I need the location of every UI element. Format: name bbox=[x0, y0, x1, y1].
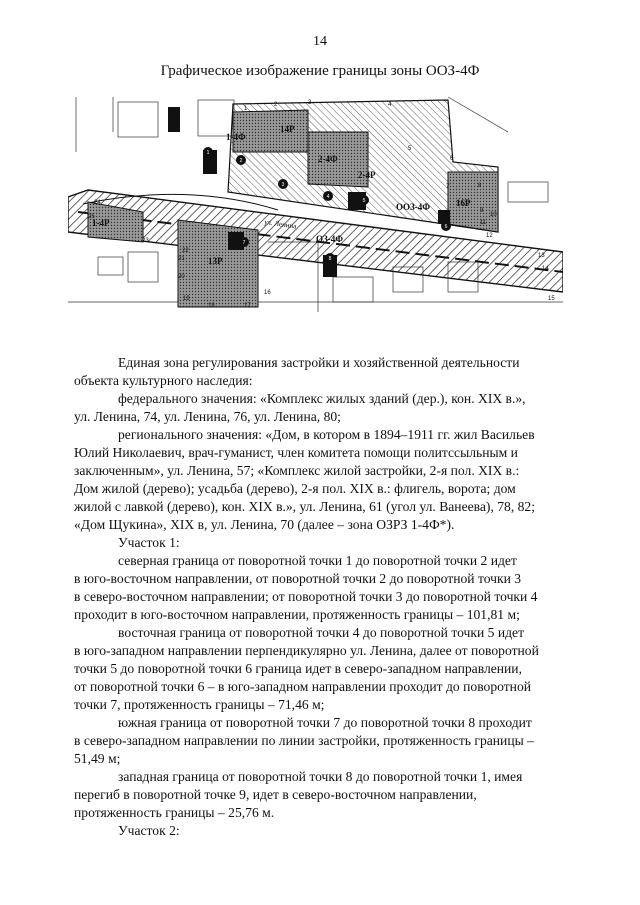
map-point-label: 6 bbox=[450, 156, 454, 162]
paragraph-intro: Единая зона регулирования застройки и хозяйственной деятельности bbox=[118, 355, 520, 370]
paragraph-east-cont: точки 7, протяженность границы – 71,46 м; bbox=[74, 697, 325, 712]
map-point-label: 22 bbox=[182, 248, 189, 254]
map-zone-label: 16Р bbox=[456, 198, 471, 208]
zone-boundary-map bbox=[68, 92, 563, 317]
map-point-label: 17 bbox=[244, 303, 251, 309]
paragraph-east-cont: точки 5 до поворотной точки 6 граница идет в северо-западном направлении, bbox=[74, 661, 522, 676]
paragraph-west-cont: перегиб в поворотной точке 9, идет в северо-восточном направлении, bbox=[74, 787, 477, 802]
map-zone-label: 2-4Ф bbox=[318, 154, 338, 164]
map-point-label: 18 bbox=[208, 303, 215, 309]
map-zone-label: ООЗ-4Ф bbox=[396, 202, 430, 212]
map-point-label: 10 bbox=[490, 212, 497, 218]
map-point-label: 13 bbox=[538, 253, 545, 259]
paragraph-east-cont: в юго-западном направлении перпендикулярно ул. Ленина, далее от поворотной bbox=[74, 643, 539, 658]
map-feature-marker: 7 bbox=[242, 240, 246, 246]
map-point-label: 15 bbox=[548, 296, 555, 302]
map-point-label: 23 bbox=[142, 238, 149, 244]
page-number: 14 bbox=[313, 34, 327, 49]
map-point-label: 1 bbox=[244, 106, 248, 112]
map-feature-marker: 4 bbox=[326, 194, 330, 200]
paragraph-regional-cont: заключенным», ул. Ленина, 57; «Комплекс жилой застройки, 2-я пол. XIX в.: bbox=[74, 463, 520, 478]
map-zone-label: 14Р bbox=[280, 124, 295, 134]
map-point-label: 11 bbox=[480, 220, 487, 226]
paragraph-north-boundary: северная граница от поворотной точки 1 до поворотной точки 2 идет bbox=[118, 553, 517, 568]
map-point-label: 7 bbox=[446, 184, 450, 190]
map-point-label: 5 bbox=[408, 146, 412, 152]
map-point-label: 2 bbox=[274, 102, 278, 108]
map-feature-marker: 1 bbox=[206, 150, 210, 156]
map-point-label: 4 bbox=[388, 102, 392, 108]
map-zone-label: 1-4Ф bbox=[226, 132, 246, 142]
map-zone-label: ОЗ-4Ф bbox=[316, 234, 343, 244]
map-point-label: 16 bbox=[264, 290, 271, 296]
section-heading-2: Участок 2: bbox=[118, 823, 180, 838]
paragraph-west-boundary: западная граница от поворотной точки 8 до поворотной точки 1, имея bbox=[118, 769, 523, 784]
paragraph-regional-cont: Юлий Николаевич, врач-гуманист, член комитета помощи политссыльным и bbox=[74, 445, 518, 460]
paragraph-federal-cont: ул. Ленина, 74, ул. Ленина, 76, ул. Ленина, 80; bbox=[74, 409, 341, 424]
paragraph-north-cont: в северо-восточном направлении; от поворотной точки 3 до поворотной точки 4 bbox=[74, 589, 538, 604]
paragraph-south-cont: в северо-западном направлении по линии застройки, протяженность границы – bbox=[74, 733, 534, 748]
map-zone-label: 13Р bbox=[208, 256, 223, 266]
paragraph-regional-cont: «Дом Щукина», XIX в, ул. Ленина, 70 (далее – зона ОЗРЗ 1-4Ф*). bbox=[74, 517, 455, 532]
document-title: Графическое изображение границы зоны ООЗ-4Ф bbox=[160, 63, 480, 79]
map-feature-marker: 8 bbox=[328, 256, 332, 262]
map-point-label: 24 bbox=[94, 200, 101, 206]
map-point-label: 25 bbox=[88, 214, 95, 220]
map-zone-label: 1-4Р bbox=[92, 218, 110, 228]
map-point-label: 14 bbox=[542, 266, 549, 272]
map-feature-marker: 3 bbox=[281, 182, 285, 188]
map-street-label: ул. Ленина bbox=[263, 218, 297, 231]
paragraph-east-boundary: восточная граница от поворотной точки 4 до поворотной точки 5 идет bbox=[118, 625, 525, 640]
document-body bbox=[74, 354, 598, 840]
map-feature-marker: 5 bbox=[362, 198, 366, 204]
paragraph-north-cont: в юго-восточном направлении, от поворотной точки 2 до поворотной точки 3 bbox=[74, 571, 522, 586]
map-point-label: 21 bbox=[178, 256, 185, 262]
paragraph-federal: федерального значения: «Комплекс жилых зданий (дер.), кон. XIX в.», bbox=[118, 391, 526, 406]
map-point-label: 20 bbox=[178, 274, 185, 280]
paragraph-west-cont: протяженность границы – 25,76 м. bbox=[74, 805, 275, 820]
map-point-label: 9 bbox=[480, 208, 484, 214]
paragraph-regional-cont: Дом жилой (дерево); усадьба (дерево), 2-я пол. XIX в.: флигель, ворота; дом bbox=[74, 481, 516, 496]
paragraph-south-cont: 51,49 м; bbox=[74, 751, 121, 766]
paragraph-south-boundary: южная граница от поворотной точки 7 до поворотной точки 8 проходит bbox=[118, 715, 532, 730]
paragraph-east-cont: от поворотной точки 6 – в юго-западном направлении проходит до поворотной bbox=[74, 679, 532, 694]
paragraph-regional-cont: жилой с лавкой (дерево), кон. XIX в.», ул. Ленина, 61 (угол ул. Ванеева), 78, 82; bbox=[74, 499, 536, 514]
section-heading-1: Участок 1: bbox=[118, 535, 180, 550]
map-feature-marker: 6 bbox=[444, 224, 448, 230]
map-feature-marker: 2 bbox=[239, 158, 243, 164]
paragraph-regional: регионального значения: «Дом, в котором в 1894–1911 гг. жил Васильев bbox=[118, 427, 535, 442]
paragraph-intro-cont: объекта культурного наследия: bbox=[74, 373, 253, 388]
map-point-label: 8 bbox=[478, 183, 482, 189]
paragraph-north-cont: проходит в юго-восточном направлении, протяженность границы – 101,81 м; bbox=[74, 607, 520, 622]
map-point-label: 19 bbox=[183, 296, 190, 302]
map-point-label: 12 bbox=[486, 233, 493, 239]
map-point-label: 3 bbox=[308, 100, 312, 106]
map-zone-label: 2-4Р bbox=[358, 170, 376, 180]
